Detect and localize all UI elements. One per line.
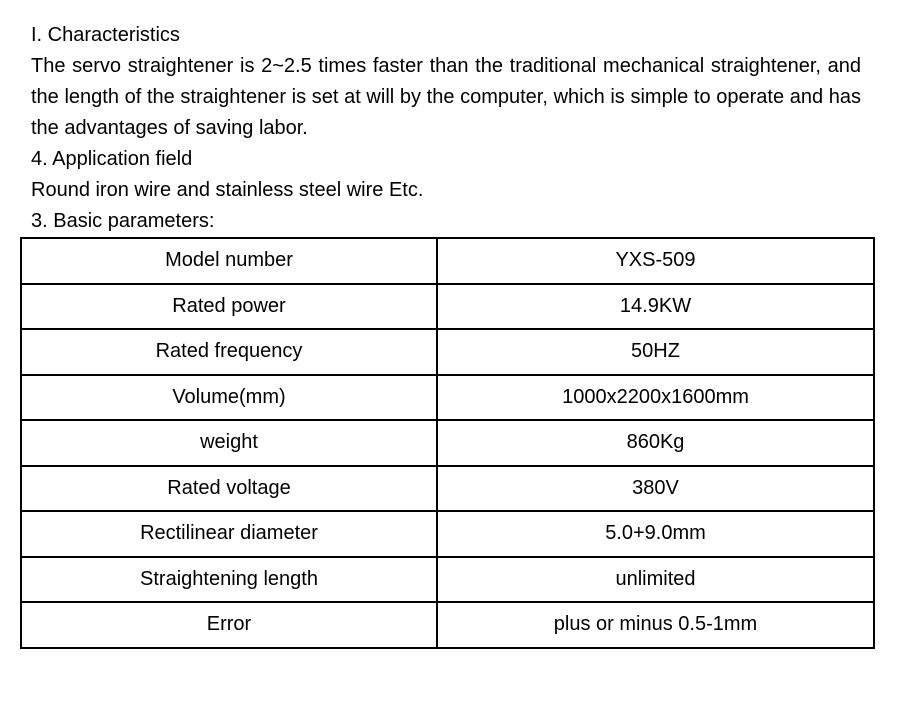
- parameter-value: plus or minus 0.5-1mm: [437, 602, 874, 648]
- parameter-label: Rated frequency: [21, 329, 437, 375]
- parameter-label: Straightening length: [21, 557, 437, 603]
- table-row: [21, 466, 874, 512]
- parameter-label: Volume(mm): [21, 375, 437, 421]
- parameters-table: [20, 237, 875, 649]
- parameter-label: Rated voltage: [21, 466, 437, 512]
- characteristics-paragraph: The servo straightener is 2~2.5 times faster than the traditional mechanical straightener, and the length of the straightener is set at will by the computer, which is simple to operate and has the advantages of saving labor.: [31, 55, 861, 139]
- table-row: [21, 284, 874, 330]
- application-paragraph: Round iron wire and stainless steel wire Etc.: [31, 179, 424, 201]
- parameter-label: Rated power: [21, 284, 437, 330]
- characteristics-heading: I. Characteristics: [31, 24, 180, 46]
- parameter-label: Rectilinear diameter: [21, 511, 437, 557]
- application-heading: 4. Application field: [31, 148, 193, 170]
- parameter-value: 1000x2200x1600mm: [437, 375, 874, 421]
- table-row: [21, 238, 874, 284]
- parameters-heading: 3. Basic parameters:: [31, 210, 215, 232]
- table-row: [21, 602, 874, 648]
- parameter-value: 380V: [437, 466, 874, 512]
- table-row: [21, 557, 874, 603]
- table-row: [21, 329, 874, 375]
- table-row: [21, 511, 874, 557]
- parameter-value: 860Kg: [437, 420, 874, 466]
- table-row: [21, 375, 874, 421]
- parameter-value: YXS-509: [437, 238, 874, 284]
- parameter-value: 50HZ: [437, 329, 874, 375]
- parameter-label: weight: [21, 420, 437, 466]
- document-body: [31, 20, 861, 237]
- parameter-value: 5.0+9.0mm: [437, 511, 874, 557]
- table-row: [21, 420, 874, 466]
- parameters-table-container: [20, 237, 873, 649]
- parameter-value: unlimited: [437, 557, 874, 603]
- parameter-label: Model number: [21, 238, 437, 284]
- parameter-label: Error: [21, 602, 437, 648]
- parameter-value: 14.9KW: [437, 284, 874, 330]
